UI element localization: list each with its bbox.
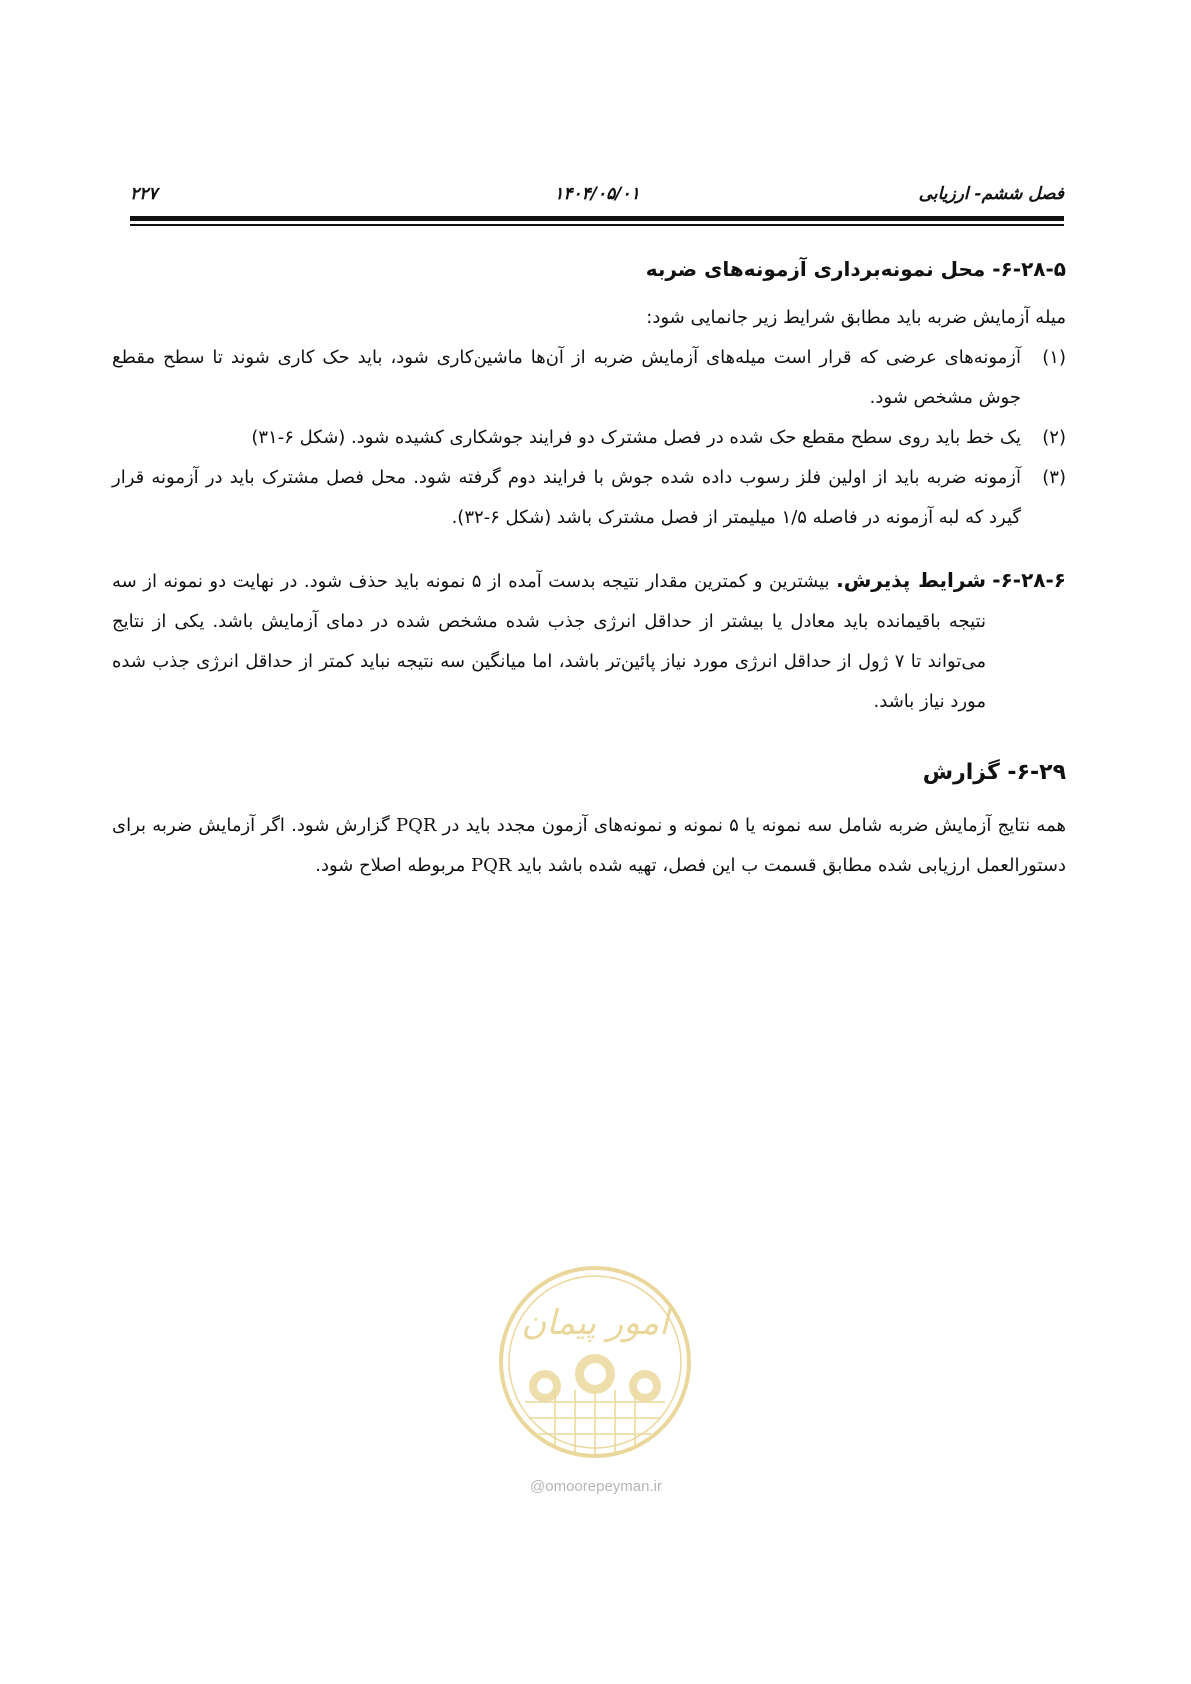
report-paragraph [112,806,1066,886]
section-heading-impact-specimen-location: ۶-۲۸-۵- محل نمونه‌برداری آزمونه‌های ضربه [645,257,1066,281]
report-text-part: مربوطه اصلاح شود. [315,855,472,876]
watermark-logo [495,1262,695,1462]
list-item [112,418,1066,458]
list-item-text: آزمونه ضربه باید از اولین فلز رسوب داده شده جوش با فرایند دوم گرفته شود. محل فصل مشترک باید در آزمونه قرار گیرد که لبه آزمونه در فاصله ۱/۵ میلیمتر از فصل مشترک باشد (شکل ۶-۳۲). [112,467,1021,528]
header-page-number: ۲۲۷ [130,184,158,204]
header-chapter-title: فصل ششم- ارزیابی [918,184,1064,204]
watermark-logo-text: امور پیمان [521,1303,669,1343]
watermark-website: @omoorepeyman.ir [530,1478,662,1495]
paragraph-text: بیشترین و کمترین مقدار نتیجه بدست آمده از ۵ نمونه باید حذف شود. در نهایت دو نمونه از سه نتیجه باقیمانده باید معادل یا بیشتر از حداقل انرژی جذب شده مشخص شده در دمای آزمایش باشد. یکی از نتایج می‌تواند تا ۷ ژول از حداقل انرژی مورد نیاز پائین‌تر باشد، اما میانگین سه نتیجه نباید کمتر از حداقل انرژی جذب شده مورد نیاز باشد. [112,571,986,712]
header-date: ۱۴۰۴/۰۵/۰۱ [554,184,640,204]
report-text-part: همه نتایج آزمایش ضربه شامل سه نمونه یا ۵ نمونه و نمونه‌های آزمون مجدد باید در [436,815,1066,836]
list-item-number: (۱) [1042,347,1066,368]
list-item [112,458,1066,538]
header-rule-thin [130,224,1064,226]
paragraph-keyword: شرایط پذیرش. [836,568,986,592]
section-heading-report: ۶-۲۹- گزارش [922,760,1066,785]
paragraph-number: ۶-۲۸-۶- [992,568,1066,592]
body-content [112,252,1066,886]
running-header [130,184,1064,214]
requirements-list [112,338,1066,538]
acceptance-criteria-paragraph [112,560,1066,722]
list-item-text: آزمونه‌های عرضی که قرار است میله‌های آزمایش ضربه از آن‌ها ماشین‌کاری شود، باید حک کاری شوند تا سطح مقطع جوش مشخص شود. [112,347,1021,408]
list-item-number: (۲) [1042,427,1066,448]
pqr-term: PQR [395,815,437,836]
pqr-term: PQR [471,855,512,876]
list-item [112,338,1066,418]
section-intro-text: میله آزمایش ضربه باید مطابق شرایط زیر جانمایی شود: [646,307,1066,328]
report-text-part: گزارش شود. اگر آزمایش ضربه برای دستورالعمل ارزیابی شده مطابق قسمت ب این فصل، تهیه شده باشد باید [112,815,1066,876]
list-item-text: یک خط باید روی سطح مقطع حک شده در فصل مشترک دو فرایند جوشکاری کشیده شود. (شکل ۶-۳۱) [251,427,1021,448]
list-item-number: (۳) [1042,467,1066,488]
header-rule-thick [130,216,1064,221]
